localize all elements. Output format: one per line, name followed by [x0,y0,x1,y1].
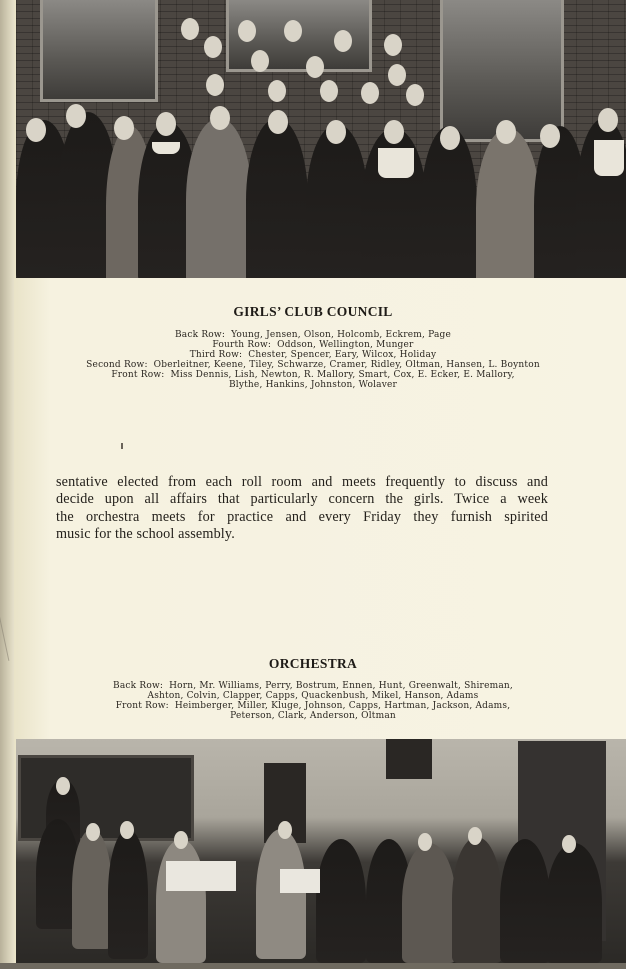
caption-row: Back Row: Horn, Mr. Williams, Perry, Bostrum, Ennen, Hunt, Greenwalt, Shireman, [113,681,513,691]
person [452,837,502,963]
face [206,74,224,96]
page-bottom-edge [0,963,626,969]
caption-row: Second Row: Oberleitner, Keene, Tiley, Schwarze, Cramer, Ridley, Oltman, Hansen, L. Boynton [86,360,540,370]
face [238,20,256,42]
face [361,82,379,104]
person [108,829,148,959]
orchestra-title: ORCHESTRA [268,656,358,671]
face [284,20,302,42]
face [562,835,576,853]
face [406,84,424,106]
caption-row: Blythe, Hankins, Johnston, Wolaver [228,380,398,390]
collar [378,148,414,178]
face [384,34,402,56]
person [316,839,366,963]
caption-row: Front Row: Heimberger, Miller, Kluge, Johnson, Capps, Hartman, Jackson, Adams, [115,701,511,711]
face [174,831,188,849]
face [251,50,269,72]
window-dark [386,739,432,779]
caption-row: Fourth Row: Oddson, Wellington, Munger [212,340,414,350]
face [326,120,346,144]
face [204,36,222,58]
face [156,112,176,136]
body-paragraph [56,474,548,543]
orchestra-rows [0,681,626,721]
face [268,110,288,134]
face [306,56,324,78]
person [476,128,540,278]
body-line: sentative elected from each roll room and meets frequently to discuss and [56,474,548,490]
caption-row: Peterson, Clark, Anderson, Oltman [230,711,396,721]
face [86,823,100,841]
person [402,843,456,963]
face [181,18,199,40]
face [120,821,134,839]
girls-club-council-photo [16,0,626,278]
person [306,124,368,278]
caption-row: Third Row: Chester, Spencer, Eary, Wilcox, Holiday [189,350,437,360]
music-stand [166,861,236,891]
music-stand [280,869,320,893]
face [468,827,482,845]
person [186,118,252,278]
face [268,80,286,102]
face [210,106,230,130]
face [440,126,460,150]
face [334,30,352,52]
girls-club-title: GIRLS’ CLUB COUNCIL [233,304,393,319]
face [26,118,46,142]
collar [152,142,180,154]
face [66,104,86,128]
girls-club-rows [0,330,626,390]
person [156,839,206,963]
face [540,124,560,148]
person [500,839,550,963]
face [114,116,134,140]
body-line: the orchestra meets for practice and every Friday they furnish spirited [56,508,548,525]
face [320,80,338,102]
print-mark [121,443,123,449]
face [418,833,432,851]
face [278,821,292,839]
face [384,120,404,144]
orchestra-photo [16,739,626,963]
face [56,777,70,795]
body-line: decide upon all affairs that particularly concern the girls. Twice a week [56,491,548,508]
person [546,843,602,963]
person [246,118,308,278]
face [388,64,406,86]
face [598,108,618,132]
window-left [40,0,158,102]
person [256,829,306,959]
body-line: music for the school assembly. [56,525,235,542]
collar [594,140,624,176]
caption-row: Ashton, Colvin, Clapper, Capps, Quackenbush, Mikel, Hanson, Adams [147,691,479,701]
caption-row: Front Row: Miss Dennis, Lish, Newton, R. Mallory, Smart, Cox, E. Ecker, E. Mallory, [111,370,515,380]
face [496,120,516,144]
person [72,829,112,949]
caption-row: Back Row: Young, Jensen, Olson, Holcomb, Eckrem, Page [174,330,451,340]
